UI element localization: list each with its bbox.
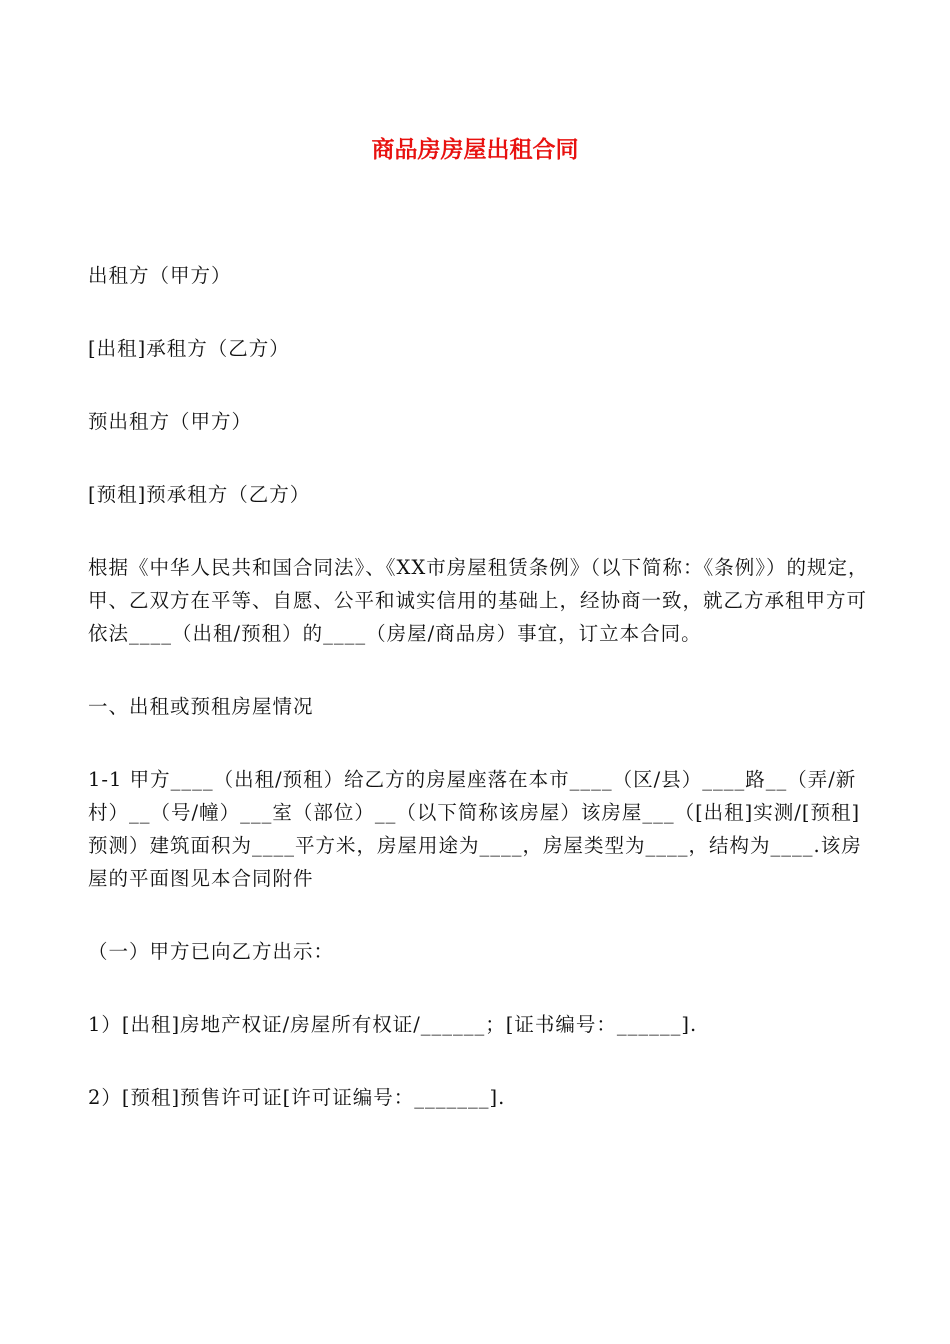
- clause-1-1: 1-1 甲方____（出租/预租）给乙方的房屋座落在本市____（区/县）____路__（弄/新村）__（号/幢）___室（部位）__（以下简称该房屋）该房屋___（[出租]实测/[预租]预测）建筑面积为____平方米，房屋用途为____，房屋类型为____，结构为____.该房屋的平面图见本合同附件: [88, 768, 862, 890]
- paragraph-lessee: [出租]承租方（乙方）: [88, 337, 290, 360]
- document-body: [88, 259, 870, 1154]
- document-title: 商品房房屋出租合同: [371, 137, 579, 163]
- list-item-1: 1）[出租]房地产权证/房屋所有权证/______；[证书编号：______].: [88, 1013, 698, 1036]
- paragraph-pre-lessor: 预出租方（甲方）: [88, 410, 253, 433]
- paragraph-lessor: 出租方（甲方）: [88, 264, 232, 287]
- subsection-heading-1: （一）甲方已向乙方出示：: [88, 940, 335, 963]
- list-item-2: 2）[预租]预售许可证[许可证编号：_______].: [88, 1086, 506, 1109]
- paragraph-pre-lessee: [预租]预承租方（乙方）: [88, 483, 311, 506]
- paragraph-preamble: 根据《中华人民共和国合同法》、《XX市房屋租赁条例》（以下简称：《条例》）的规定，甲、乙双方在平等、自愿、公平和诚实信用的基础上，经协商一致，就乙方承租甲方可依法____（出租/预租）的____（房屋/商品房）事宜，订立本合同。: [88, 556, 869, 645]
- section-heading-1: 一、出租或预租房屋情况: [88, 695, 314, 718]
